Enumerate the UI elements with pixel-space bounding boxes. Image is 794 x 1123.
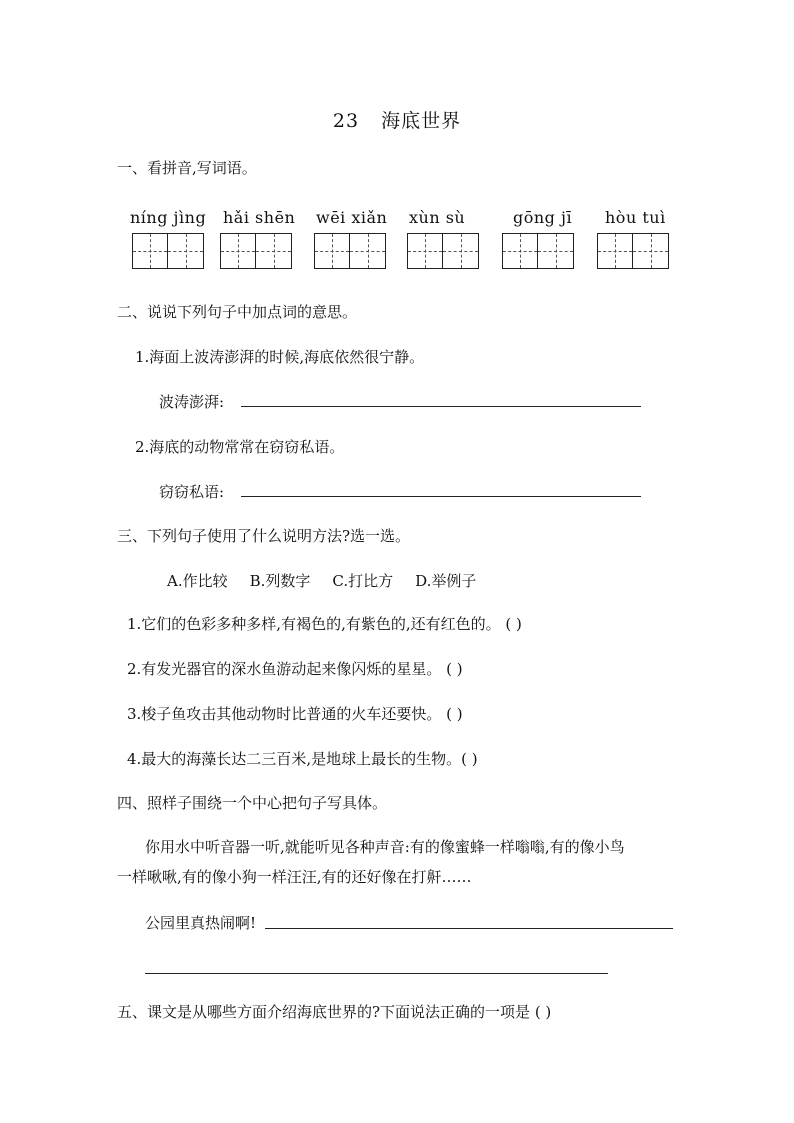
section-5-heading: 五、课文是从哪些方面介绍海底世界的?下面说法正确的一项是 ( ) xyxy=(117,1003,552,1021)
pinyin-text: xùn sù xyxy=(409,208,466,227)
section-3-heading: 三、下列句子使用了什么说明方法?选一选。 xyxy=(117,527,411,545)
writing-boxes[interactable] xyxy=(314,233,386,269)
section-3-item-2[interactable]: 2.有发光器官的深水鱼游动起来像闪烁的星星。 ( ) xyxy=(127,660,463,678)
pinyin-text: wēi xiǎn xyxy=(316,208,388,227)
pinyin-writing-row xyxy=(130,207,690,277)
answer-line-1[interactable] xyxy=(241,406,641,407)
option-c: C.打比方 xyxy=(332,572,394,590)
section-2-answer-label-1: 波涛澎湃: xyxy=(159,393,225,411)
writing-line-1[interactable] xyxy=(265,928,673,929)
section-2-answer-label-2: 窃窃私语: xyxy=(159,483,225,501)
example-line-2: 一样啾啾,有的像小狗一样汪汪,有的还好像在打鼾…… xyxy=(117,868,472,886)
pinyin-text: gōng jī xyxy=(513,208,573,227)
pinyin-text: hǎi shēn xyxy=(223,208,296,227)
section-1-heading: 一、看拼音,写词语。 xyxy=(117,159,257,177)
lesson-title: 海底世界 xyxy=(381,110,462,132)
writing-boxes[interactable] xyxy=(132,233,204,269)
writing-prompt: 公园里真热闹啊! xyxy=(145,914,257,932)
writing-boxes[interactable] xyxy=(220,233,292,269)
pinyin-group-1 xyxy=(130,207,206,229)
pinyin-text: hòu tuì xyxy=(605,208,666,227)
pinyin-text: níng jìng xyxy=(130,208,207,227)
method-options xyxy=(167,570,476,591)
section-3-item-1[interactable]: 1.它们的色彩多种多样,有褐色的,有紫色的,还有红色的。 ( ) xyxy=(127,615,522,633)
answer-line-2[interactable] xyxy=(241,496,641,497)
section-3-item-3[interactable]: 3.梭子鱼攻击其他动物时比普通的火车还要快。 ( ) xyxy=(127,705,463,723)
section-4-heading: 四、照样子围绕一个中心把句子写具体。 xyxy=(117,794,388,812)
writing-boxes[interactable] xyxy=(597,233,669,269)
writing-boxes[interactable] xyxy=(502,233,574,269)
section-2-question-1: 1.海面上波涛澎湃的时候,海底依然很宁静。 xyxy=(135,348,425,366)
writing-line-2[interactable] xyxy=(145,973,608,974)
option-b: B.列数字 xyxy=(249,572,311,590)
lesson-number: 23 xyxy=(332,110,360,132)
example-line-1: 你用水中听音器一听,就能听见各种声音:有的像蜜蜂一样嗡嗡,有的像小鸟 xyxy=(145,838,625,856)
pinyin-group-5 xyxy=(513,207,572,229)
section-2-heading: 二、说说下列句子中加点词的意思。 xyxy=(117,303,358,321)
page-title xyxy=(0,106,794,133)
pinyin-group-6 xyxy=(605,207,666,229)
option-d: D.举例子 xyxy=(415,572,477,590)
section-3-item-4[interactable]: 4.最大的海藻长达二三百米,是地球上最长的生物。( ) xyxy=(127,750,478,768)
section-2-question-2: 2.海底的动物常常在窃窃私语。 xyxy=(135,438,345,456)
pinyin-group-2 xyxy=(223,207,295,229)
writing-boxes[interactable] xyxy=(407,233,479,269)
pinyin-group-4 xyxy=(409,207,465,229)
pinyin-group-3 xyxy=(316,207,387,229)
option-a: A.作比较 xyxy=(167,572,228,590)
